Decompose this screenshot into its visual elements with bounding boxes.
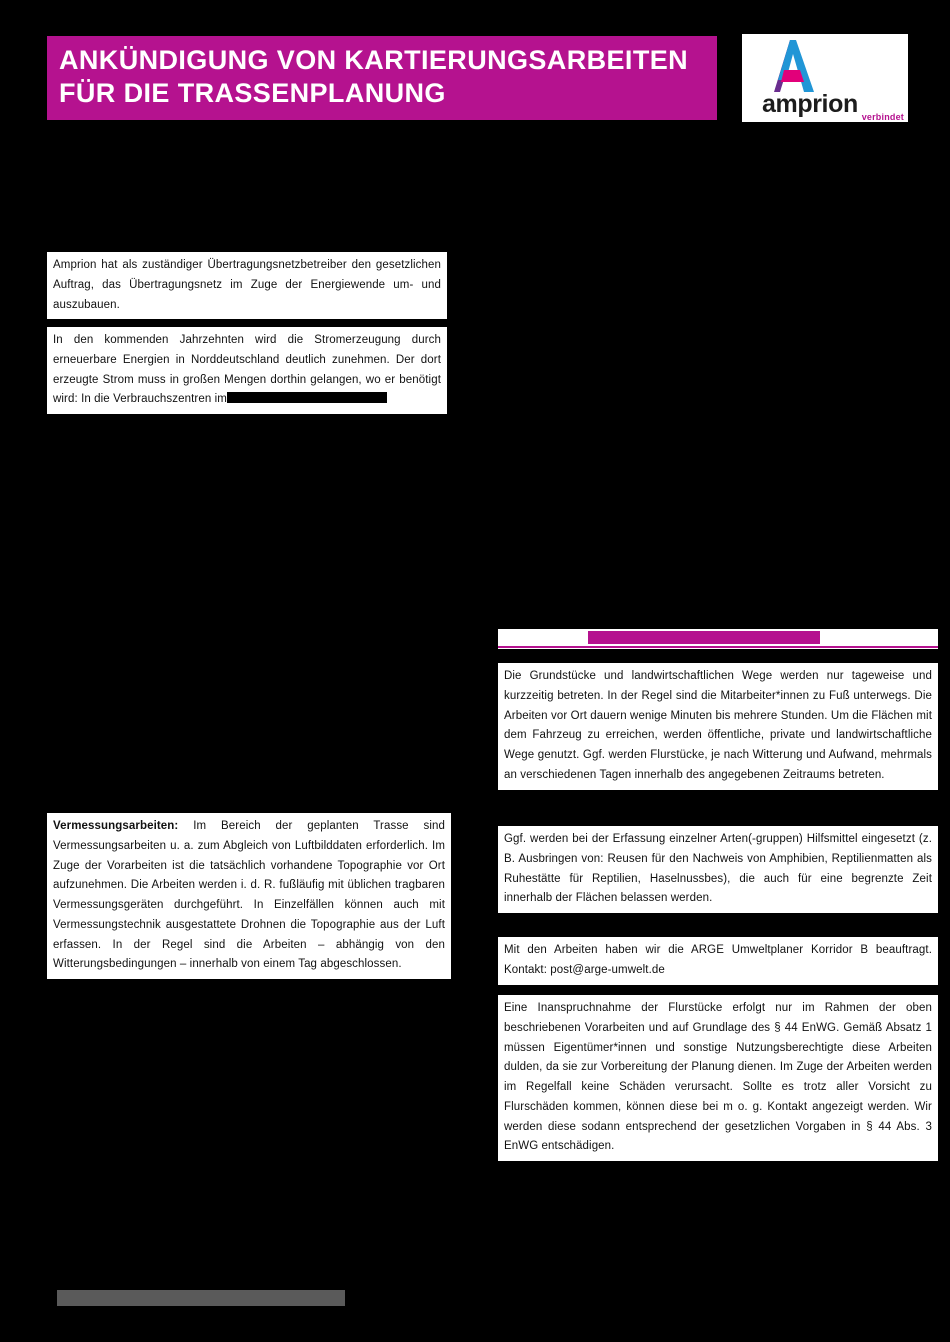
heading-highlight-bar [588, 631, 820, 644]
page-title-line-2: FÜR DIE TRASSENPLANUNG [59, 77, 446, 108]
right-paragraph-4: Eine Inanspruchnahme der Flurstücke erfolgt nur im Rahmen der oben beschriebenen Vorarbeiten und auf Grundlage des § 44 EnWG. Gemäß Absatz 1 müssen Eigentümer*innen und sonstige Nutzungsberechtigte diese Arbeiten dulden, da sie zur Vorbereitung der Planung dienen. Im Zuge der Arbeiten werden im Regelfall keine Schäden verursacht. Sollte es trotz aller Vorsicht zu Flurschäden kommen, können diese bei m o. g. Kontakt angezeigt werden. Wir werden diese sodann entsprechend der gesetzlichen Vorgaben in § 44 Abs. 3 EnWG entschädigen. [498, 995, 938, 1161]
heading-rule [498, 646, 938, 648]
logo-claim: verbindet [861, 112, 904, 122]
vermessungsarbeiten-block [47, 813, 451, 979]
intro-paragraph-2: In den kommenden Jahrzehnten wird die Stromerzeugung durch erneuerbare Energien in Norddeutschland deutlich zunehmen. Der dort erzeugte Strom muss in großen Mengen dorthin gelangen, wo er benötigt wird: In die Verbrauchszentren im [47, 327, 447, 414]
amprion-a-mark-icon [760, 40, 822, 92]
page-title [59, 44, 705, 110]
redacted-text [227, 392, 387, 403]
right-paragraph-1: Die Grundstücke und landwirtschaftlichen Wege werden nur tageweise und kurzzeitig betreten. In der Regel sind die Mitarbeiter*innen zu Fuß unterwegs. Die Arbeiten vor Ort dauern wenige Minuten bis mehrere Stunden. Um die Flächen mit dem Fahrzeug zu erreichen, werden öffentliche, private und landwirtschaftliche Wege genutzt. Ggf. werden Flurstücke, je nach Witterung und Aufwand, mehrmals an verschiedenen Tagen innerhalb des angegebenen Zeitraums betreten. [498, 663, 938, 790]
footer-strip [57, 1290, 345, 1306]
intro-paragraph-1: Amprion hat als zuständiger Übertragungsnetzbetreiber den gesetzlichen Auftrag, das Übertragungsnetz im Zuge der Energiewende um- und auszubauen. [47, 252, 447, 319]
footer-strip-secondary [57, 1316, 207, 1326]
right-column-heading [498, 629, 938, 649]
right-paragraph-2: Ggf. werden bei der Erfassung einzelner Arten(-gruppen) Hilfsmittel eingesetzt (z. B. Ausbringen von: Reusen für den Nachweis von Amphibien, Reptilienmatten als Ruhestätte für Reptilien, Haselnussbes), die auch für eine begrenzte Zeit innerhalb der Flächen belassen werden. [498, 826, 938, 913]
logo-wordmark: amprion [762, 90, 858, 118]
page-title-band [47, 36, 717, 120]
vermessungsarbeiten-text: Im Bereich der geplanten Trasse sind Vermessungsarbeiten u. a. zum Abgleich von Luftbilddaten erforderlich. Im Zuge der Vorarbeiten ist die tatsächlich vorhandene Topographie vor Ort aufzunehmen. Die Arbeiten werden i. d. R. fußläufig mit üblichen tragbaren Vermessungsgeräten durchgeführt. In Einzelfällen können auch mit Vermessungstechnik ausgestattete Drohnen die Topographie aus der Luft erfassen. In der Regel sind die Arbeiten – abhängig von den Witterungsbedingungen – innerhalb von einem Tag abgeschlossen. [53, 820, 445, 971]
vermessungsarbeiten-label: Vermessungsarbeiten: [53, 820, 179, 832]
amprion-logo [742, 34, 908, 122]
page-title-line-1: ANKÜNDIGUNG VON KARTIERUNGSARBEITEN [59, 45, 689, 75]
right-paragraph-3: Mit den Arbeiten haben wir die ARGE Umweltplaner Korridor B beauftragt. Kontakt: post@arge-umwelt.de [498, 937, 938, 985]
